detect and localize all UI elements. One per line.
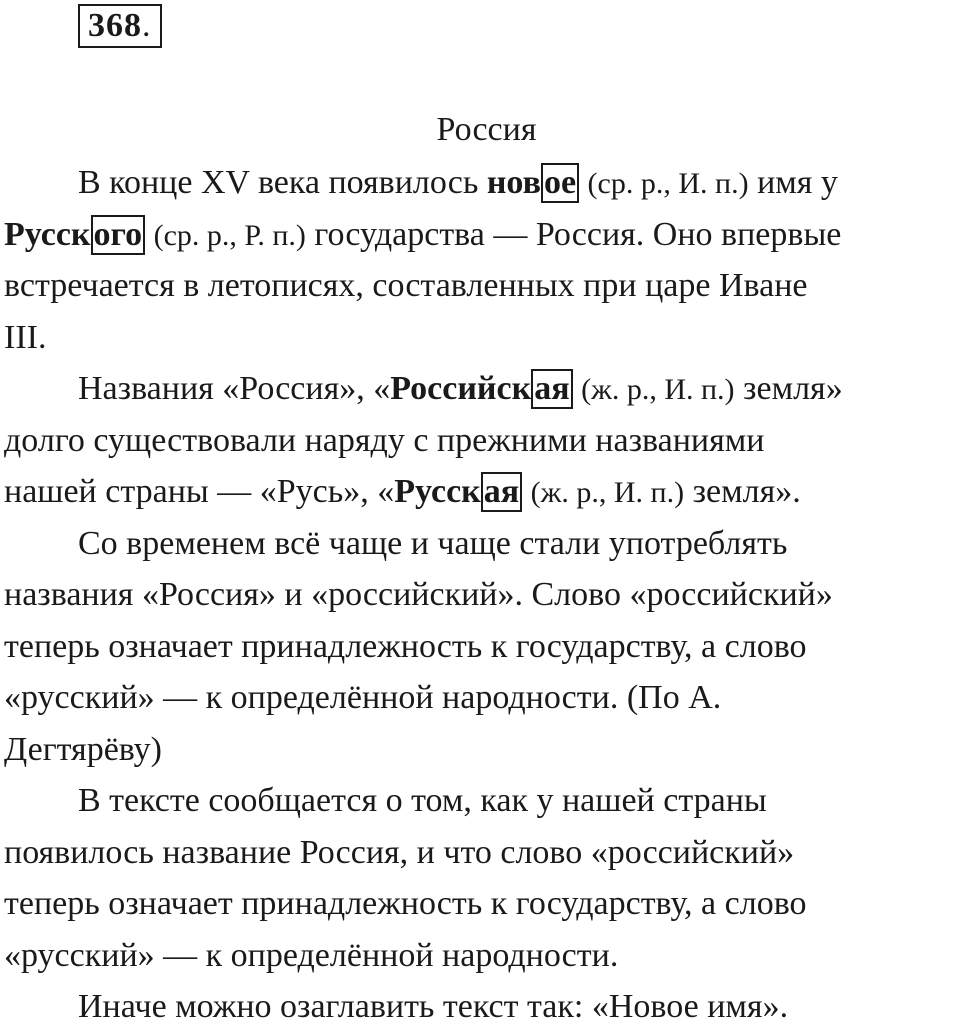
text-body [4, 157, 960, 1033]
paragraph-2-line-2: долго существовали наряду с прежними названиями [4, 421, 765, 459]
text-fragment: имя у [748, 164, 838, 201]
paragraph-3-line-2: названия «Россия» и «российский». Слово «российский» [4, 576, 833, 613]
paragraph-4-line-3: теперь означает принадлежность к государству, а слово [4, 885, 807, 922]
paragraph-5-line-1: Иначе можно озаглавить текст так: «Новое имя». [78, 988, 789, 1025]
word-ending-box: ая [531, 369, 572, 409]
paragraph-4-line-4: «русский» — к определённой народности. [4, 936, 619, 974]
page-title: Россия [436, 111, 537, 148]
paragraph-3-line-3: теперь означает принадлежность к государству, а слово [4, 627, 807, 665]
word-stem: нов [486, 164, 541, 201]
word-ending-box: ое [541, 163, 579, 203]
text-fragment: В конце XV века появилось [78, 164, 487, 201]
word-stem: Русск [4, 215, 91, 253]
grammar-note: (ср. р., И. п.) [587, 167, 749, 200]
paragraph-3-line-1: Со временем всё чаще и чаще стали употреблять [78, 524, 788, 562]
highlighted-word [390, 370, 572, 407]
word-ending-box: ая [481, 472, 522, 512]
exercise-number-dot: . [142, 7, 152, 44]
text-fragment: Названия «Россия», « [78, 370, 391, 407]
highlighted-word [394, 473, 522, 510]
paragraph-1-line-2 [4, 209, 960, 261]
paragraph-4-line-1: В тексте сообщается о том, как у нашей страны [78, 782, 767, 819]
paragraph-4-line-2: появилось название Россия, и что слово «российский» [4, 833, 795, 871]
exercise-number [78, 4, 162, 48]
paragraph-1-line-1 [4, 157, 960, 209]
highlighted-word [4, 216, 145, 253]
paragraph-1-line-3: встречается в летописях, составленных при царе Иване [4, 267, 808, 304]
paragraph-3-line-4: «русский» — к определённой народности. (По А. [4, 679, 722, 716]
paragraph-3-line-5: Дегтярёву) [4, 730, 162, 768]
word-stem: Русск [394, 473, 481, 510]
word-ending-box: ого [91, 215, 146, 255]
grammar-note: (ж. р., И. п.) [581, 373, 735, 406]
word-stem: Российск [390, 370, 532, 407]
text-fragment: земля». [684, 473, 801, 510]
text-fragment: государства — Россия. Оно впервые [305, 215, 842, 253]
text-fragment: земля» [734, 370, 843, 407]
grammar-note: (ср. р., Р. п.) [153, 218, 306, 252]
paragraph-2-line-3 [4, 466, 960, 518]
paragraph-2-line-1 [4, 363, 960, 415]
exercise-number-value: 368 [88, 7, 142, 44]
grammar-note: (ж. р., И. п.) [530, 476, 685, 509]
paragraph-1-line-4: III. [4, 318, 47, 356]
highlighted-word [487, 164, 579, 201]
text-fragment: нашей страны — «Русь», « [4, 473, 395, 510]
